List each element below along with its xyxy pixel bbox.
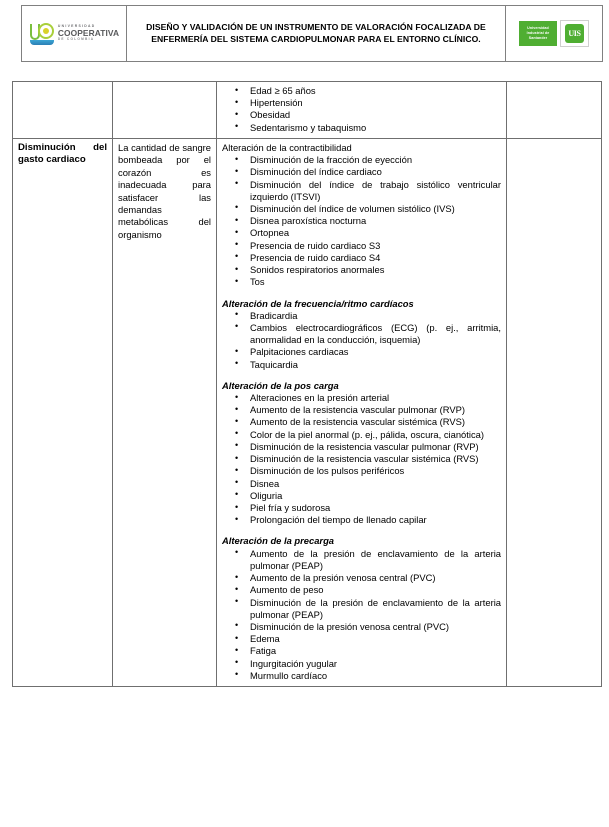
list-item: • Aumento de la resistencia vascular sistémica (RVS) <box>222 416 501 428</box>
uis-mark-text: UIS <box>568 29 581 38</box>
list-item: • Ingurgitación yugular <box>222 658 501 670</box>
characteristic-list <box>222 310 501 371</box>
list-item: • Alteraciones en la presión arterial <box>222 392 501 404</box>
table-row <box>13 82 602 139</box>
table-row <box>13 138 602 686</box>
document-header <box>21 5 603 62</box>
list-item: • Disminución del índice de trabajo sistólico ventricular izquierdo (ITSVI) <box>222 179 501 203</box>
list-item: • Disminución de la presión venosa central (PVC) <box>222 621 501 633</box>
diagnosis-table-body <box>13 82 602 687</box>
uis-shield-box <box>560 20 589 47</box>
list-item: • Fatiga <box>222 645 501 657</box>
section-lead: Alteración de la contractibilidad <box>222 141 352 153</box>
block-spacer <box>222 289 501 298</box>
cell-caracteristicas <box>217 138 507 686</box>
cell-diagnostico: Disminución del gasto cardiaco <box>13 138 113 686</box>
list-item: • Aumento de peso <box>222 584 501 596</box>
list-item: • Disminución del índice cardiaco <box>222 166 501 178</box>
ucc-line-1: UNIVERSIDAD <box>57 24 96 29</box>
ucc-line-2: COOPERATIVA <box>57 28 120 39</box>
list-item: • Murmullo cardíaco <box>222 670 501 682</box>
list-item: • Hipertensión <box>222 97 501 109</box>
uis-name-box <box>519 21 557 46</box>
list-item: • Aumento de la resistencia vascular pulmonar (RVP) <box>222 404 501 416</box>
universidad-industrial-santander-logo <box>506 18 602 49</box>
list-item: • Bradicardia <box>222 310 501 322</box>
list-item: • Aumento de la presión venosa central (PVC) <box>222 572 501 584</box>
list-item: • Disminución de los pulsos periféricos <box>222 465 501 477</box>
cell-definicion: La cantidad de sangre bombeada por el corazón es inadecuada para satisfacer las demandas metabólicas del organismo <box>113 138 217 686</box>
list-item: • Palpitaciones cardiacas <box>222 346 501 358</box>
list-item: • Presencia de ruido cardiaco S4 <box>222 252 501 264</box>
header-right-logo-cell <box>506 6 603 62</box>
list-item: • Disminución de la resistencia vascular pulmonar (RVP) <box>222 441 501 453</box>
ucc-wordmark <box>58 25 119 41</box>
list-item: • Disminución de la resistencia vascular sistémica (RVS) <box>222 453 501 465</box>
diagnosis-table <box>12 81 602 687</box>
cell-caracteristicas <box>217 82 507 139</box>
cell-observaciones <box>507 82 602 139</box>
universidad-cooperativa-logo <box>22 20 126 48</box>
document-title: DISEÑO Y VALIDACIÓN DE UN INSTRUMENTO DE VALORACIÓN FOCALIZADA DE ENFERMERÍA DEL SISTEMA CARDIOPULMONAR PARA EL ENTORNO CLÍNICO. <box>146 21 486 44</box>
list-item: • Presencia de ruido cardiaco S3 <box>222 240 501 252</box>
list-item: • Disnea paroxística nocturna <box>222 215 501 227</box>
section-heading: Alteración de la pos carga <box>222 379 339 391</box>
list-item: • Disminución del índice de volumen sistólico (IVS) <box>222 203 501 215</box>
cell-definicion <box>113 82 217 139</box>
list-item: • Edad ≥ 65 años <box>222 85 501 97</box>
list-item: • Disnea <box>222 478 501 490</box>
block-spacer <box>222 526 501 535</box>
section-heading: Alteración de la frecuencia/ritmo cardíacos <box>222 297 414 309</box>
list-item: • Tos <box>222 276 501 288</box>
list-item: • Cambios electrocardiográficos (ECG) (p. ej., arritmia, anormalidad en la conducción, isquemia) <box>222 322 501 346</box>
block-spacer <box>222 371 501 380</box>
characteristic-list <box>222 85 501 134</box>
list-item: • Disminución de la presión de enclavamiento de la arteria pulmonar (PEAP) <box>222 597 501 621</box>
list-item: • Edema <box>222 633 501 645</box>
uis-shield-icon <box>565 24 584 43</box>
list-item: • Piel fría y sudorosa <box>222 502 501 514</box>
list-item: • Taquicardia <box>222 359 501 371</box>
characteristic-list <box>222 154 501 288</box>
ucc-line-3: DE COLOMBIA <box>57 37 95 42</box>
list-item: • Prolongación del tiempo de llenado capilar <box>222 514 501 526</box>
cell-observaciones <box>507 138 602 686</box>
cell-diagnostico <box>13 82 113 139</box>
list-item: • Oliguria <box>222 490 501 502</box>
list-item: • Obesidad <box>222 109 501 121</box>
characteristic-list <box>222 548 501 682</box>
uis-line-2: Industrial de <box>526 30 550 35</box>
list-item: • Sedentarismo y tabaquismo <box>222 122 501 134</box>
list-item: • Disminución de la fracción de eyección <box>222 154 501 166</box>
ucc-emblem-icon <box>29 22 55 46</box>
uis-line-3: Santander <box>528 36 548 41</box>
section-heading: Alteración de la precarga <box>222 535 335 547</box>
list-item: • Aumento de la presión de enclavamiento de la arteria pulmonar (PEAP) <box>222 548 501 572</box>
header-title-cell <box>127 6 506 62</box>
header-left-logo-cell <box>22 6 127 62</box>
uis-line-1: Universidad <box>527 25 549 30</box>
list-item: • Sonidos respiratorios anormales <box>222 264 501 276</box>
list-item: • Ortopnea <box>222 227 501 239</box>
characteristic-list <box>222 392 501 526</box>
list-item: • Color de la piel anormal (p. ej., pálida, oscura, cianótica) <box>222 429 501 441</box>
